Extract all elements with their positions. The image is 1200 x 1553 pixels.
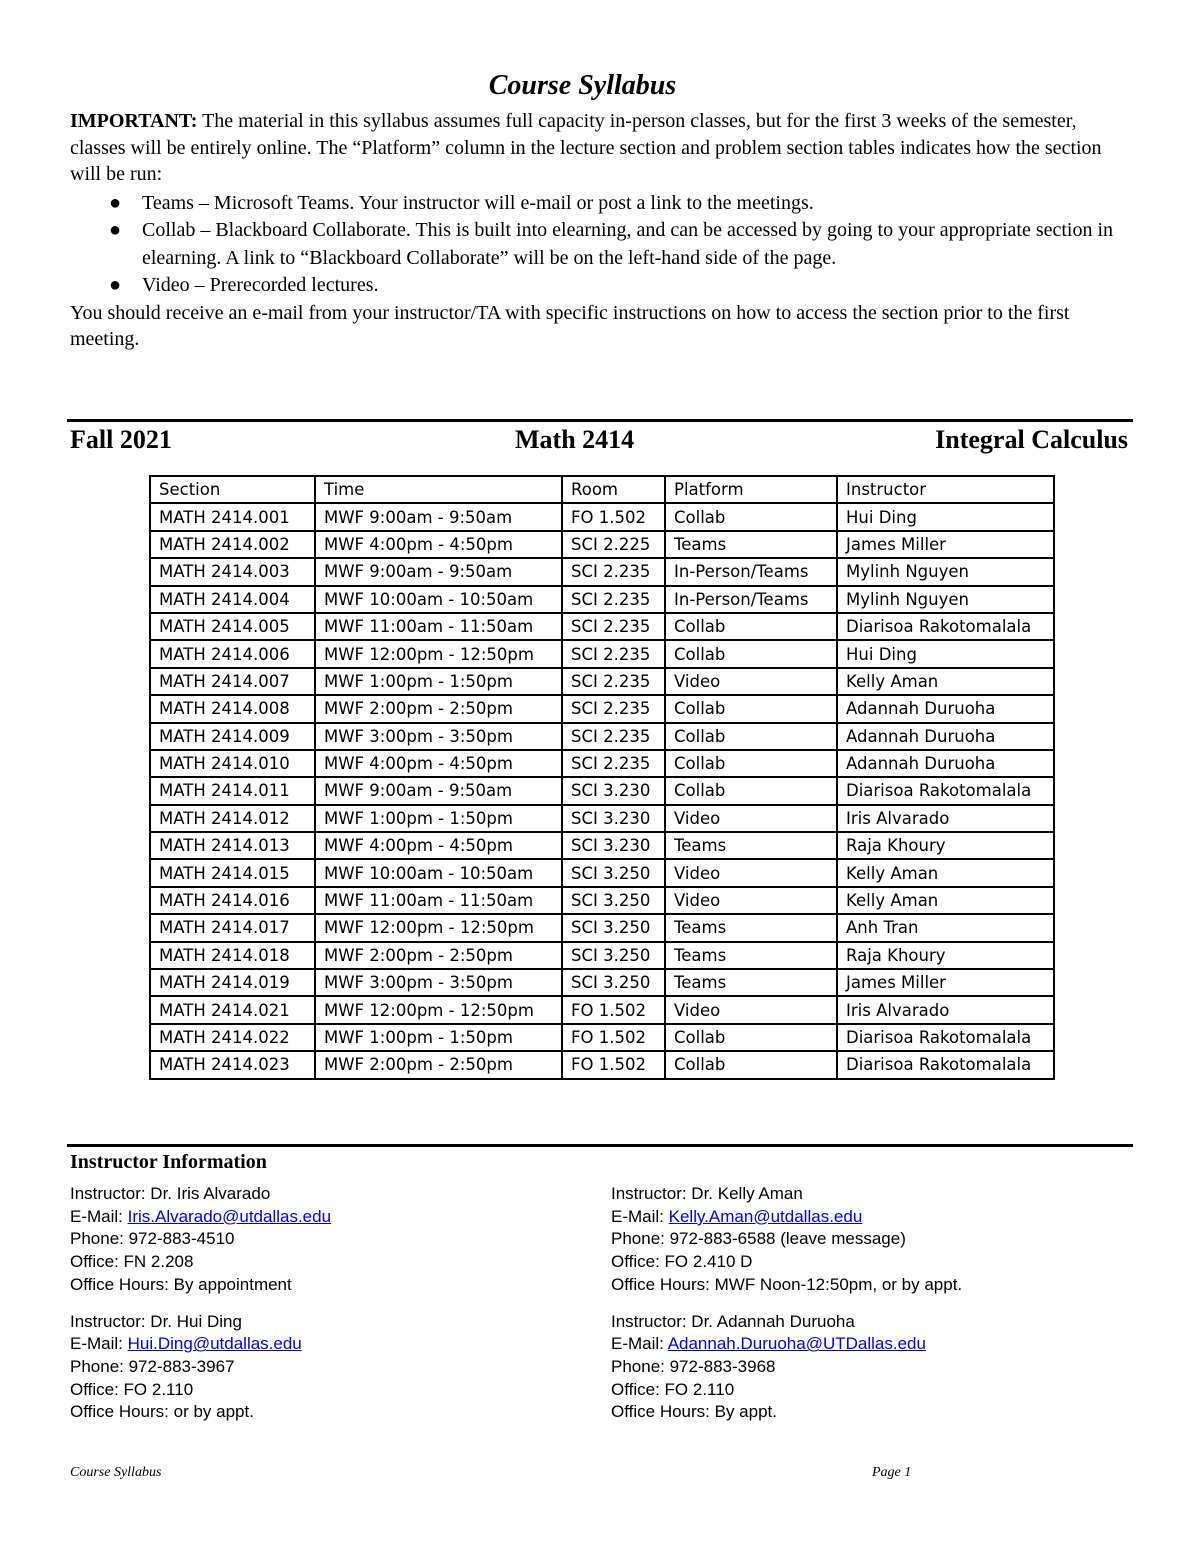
cell-room: SCI 2.235 bbox=[562, 668, 665, 695]
instructor-name: Instructor: Dr. Adannah Duruoha bbox=[611, 1311, 855, 1331]
important-text: The material in this syllabus assumes full capacity in-person classes, but for the first 3 weeks of the semester, classes will be entirely online. The “Platform” column in the lecture section and problem section tables indicates how the section will be run: bbox=[70, 110, 1102, 185]
instructor-info-heading: Instructor Information bbox=[70, 1151, 267, 1173]
cell-time: MWF 3:00pm - 3:50pm bbox=[315, 969, 562, 996]
page-title: Course Syllabus bbox=[488, 70, 677, 101]
cell-instructor: Hui Ding bbox=[837, 503, 1054, 530]
cell-instructor: Diarisoa Rakotomalala bbox=[837, 1024, 1054, 1051]
instructor-email: E-Mail: Kelly.Aman@utdallas.edu bbox=[611, 1206, 863, 1226]
instructor-name: Instructor: Dr. Kelly Aman bbox=[611, 1184, 803, 1203]
divider-top bbox=[67, 419, 1133, 422]
cell-room: SCI 3.250 bbox=[562, 942, 665, 969]
cell-time: MWF 4:00pm - 4:50pm bbox=[315, 750, 562, 777]
cell-room: SCI 3.230 bbox=[562, 777, 665, 804]
cell-platform: Collab bbox=[665, 640, 837, 667]
cell-room: SCI 3.250 bbox=[562, 914, 665, 941]
cell-time: MWF 2:00pm - 2:50pm bbox=[315, 1051, 562, 1078]
email-link[interactable]: Adannah.Duruoha@UTDallas.edu bbox=[667, 1334, 926, 1354]
cell-section: MATH 2414.022 bbox=[150, 1024, 315, 1051]
cell-section: MATH 2414.002 bbox=[150, 531, 315, 558]
cell-room: SCI 2.235 bbox=[562, 613, 665, 640]
cell-platform: Collab bbox=[665, 750, 837, 777]
table-row bbox=[150, 723, 1054, 750]
cell-time: MWF 9:00am - 9:50am bbox=[315, 558, 562, 585]
instructor-email: E-Mail: Iris.Alvarado@utdallas.edu bbox=[70, 1206, 332, 1226]
cell-instructor: Raja Khoury bbox=[837, 832, 1054, 859]
cell-time: MWF 3:00pm - 3:50pm bbox=[315, 723, 562, 750]
cell-room: SCI 3.250 bbox=[562, 859, 665, 886]
cell-platform: Collab bbox=[665, 503, 837, 530]
cell-time: MWF 1:00pm - 1:50pm bbox=[315, 805, 562, 832]
platform-item-collab: ● Collab – Blackboard Collaborate. This is built into elearning, and can be accessed by going to your appropriate section in elearning. A link to “Blackboard Collaborate” will be on the left-hand side of the page. bbox=[109, 219, 1114, 269]
instructor-card bbox=[611, 1183, 962, 1297]
table-row bbox=[150, 613, 1054, 640]
cell-section: MATH 2414.007 bbox=[150, 668, 315, 695]
cell-time: MWF 11:00am - 11:50am bbox=[315, 613, 562, 640]
cell-instructor: Kelly Aman bbox=[837, 668, 1054, 695]
cell-section: MATH 2414.001 bbox=[150, 503, 315, 530]
instructor-office: Office: FO 2.110 bbox=[70, 1379, 194, 1399]
cell-time: MWF 4:00pm - 4:50pm bbox=[315, 832, 562, 859]
sections-table-body bbox=[150, 503, 1054, 1078]
cell-instructor: Anh Tran bbox=[837, 914, 1054, 941]
instructor-column-right bbox=[611, 1183, 962, 1438]
cell-room: FO 1.502 bbox=[562, 1024, 665, 1051]
instructor-email: E-Mail: Adannah.Duruoha@UTDallas.edu bbox=[611, 1334, 926, 1354]
table-row bbox=[150, 558, 1054, 585]
header-platform: Platform bbox=[665, 476, 837, 503]
cell-room: SCI 3.230 bbox=[562, 805, 665, 832]
header-time: Time bbox=[315, 476, 562, 503]
cell-instructor: Mylinh Nguyen bbox=[837, 558, 1054, 585]
table-row bbox=[150, 887, 1054, 914]
cell-instructor: Diarisoa Rakotomalala bbox=[837, 1051, 1054, 1078]
instructor-card bbox=[70, 1311, 331, 1425]
cell-instructor: Mylinh Nguyen bbox=[837, 586, 1054, 613]
cell-time: MWF 1:00pm - 1:50pm bbox=[315, 1024, 562, 1051]
cell-section: MATH 2414.015 bbox=[150, 859, 315, 886]
cell-instructor: Adannah Duruoha bbox=[837, 723, 1054, 750]
cell-section: MATH 2414.006 bbox=[150, 640, 315, 667]
cell-instructor: Hui Ding bbox=[837, 640, 1054, 667]
cell-instructor: James Miller bbox=[837, 531, 1054, 558]
intro-notice bbox=[70, 108, 1130, 353]
cell-time: MWF 9:00am - 9:50am bbox=[315, 503, 562, 530]
cell-platform: Teams bbox=[665, 914, 837, 941]
cell-platform: Collab bbox=[665, 613, 837, 640]
cell-section: MATH 2414.016 bbox=[150, 887, 315, 914]
cell-instructor: James Miller bbox=[837, 969, 1054, 996]
table-row bbox=[150, 1024, 1054, 1051]
course-term: Fall 2021 bbox=[70, 425, 172, 454]
cell-instructor: Kelly Aman bbox=[837, 859, 1054, 886]
cell-platform: Video bbox=[665, 668, 837, 695]
cell-time: MWF 2:00pm - 2:50pm bbox=[315, 942, 562, 969]
header-instructor: Instructor bbox=[837, 476, 1054, 503]
cell-time: MWF 1:00pm - 1:50pm bbox=[315, 668, 562, 695]
cell-section: MATH 2414.019 bbox=[150, 969, 315, 996]
cell-platform: In-Person/Teams bbox=[665, 586, 837, 613]
instructor-phone: Phone: 972-883-3967 bbox=[70, 1356, 235, 1376]
cell-section: MATH 2414.012 bbox=[150, 805, 315, 832]
table-row bbox=[150, 832, 1054, 859]
cell-platform: Teams bbox=[665, 531, 837, 558]
important-label: IMPORTANT: bbox=[70, 110, 198, 132]
instructor-card bbox=[611, 1311, 962, 1425]
table-row bbox=[150, 996, 1054, 1023]
cell-room: SCI 2.235 bbox=[562, 695, 665, 722]
cell-platform: Teams bbox=[665, 832, 837, 859]
cell-section: MATH 2414.010 bbox=[150, 750, 315, 777]
table-row bbox=[150, 914, 1054, 941]
cell-section: MATH 2414.008 bbox=[150, 695, 315, 722]
footer-page-number: Page 1 bbox=[872, 1465, 912, 1480]
instructor-column-left bbox=[70, 1183, 331, 1438]
course-header bbox=[70, 425, 1128, 459]
cell-instructor: Iris Alvarado bbox=[837, 805, 1054, 832]
cell-room: SCI 2.235 bbox=[562, 586, 665, 613]
cell-instructor: Kelly Aman bbox=[837, 887, 1054, 914]
cell-platform: Teams bbox=[665, 969, 837, 996]
cell-section: MATH 2414.004 bbox=[150, 586, 315, 613]
cell-room: SCI 2.225 bbox=[562, 531, 665, 558]
cell-time: MWF 4:00pm - 4:50pm bbox=[315, 531, 562, 558]
cell-room: FO 1.502 bbox=[562, 1051, 665, 1078]
instructor-office-hours: Office Hours: By appointment bbox=[70, 1274, 292, 1294]
cell-instructor: Diarisoa Rakotomalala bbox=[837, 613, 1054, 640]
instructor-office-hours: Office Hours: or by appt. bbox=[70, 1402, 254, 1422]
cell-time: MWF 10:00am - 10:50am bbox=[315, 859, 562, 886]
cell-time: MWF 12:00pm - 12:50pm bbox=[315, 914, 562, 941]
cell-time: MWF 10:00am - 10:50am bbox=[315, 586, 562, 613]
cell-time: MWF 9:00am - 9:50am bbox=[315, 777, 562, 804]
cell-instructor: Adannah Duruoha bbox=[837, 695, 1054, 722]
footer-doc-title: Course Syllabus bbox=[70, 1465, 162, 1480]
cell-time: MWF 12:00pm - 12:50pm bbox=[315, 996, 562, 1023]
cell-time: MWF 12:00pm - 12:50pm bbox=[315, 640, 562, 667]
table-row bbox=[150, 750, 1054, 777]
cell-section: MATH 2414.018 bbox=[150, 942, 315, 969]
table-row bbox=[150, 777, 1054, 804]
cell-instructor: Diarisoa Rakotomalala bbox=[837, 777, 1054, 804]
cell-room: SCI 2.235 bbox=[562, 750, 665, 777]
cell-room: SCI 3.230 bbox=[562, 832, 665, 859]
cell-section: MATH 2414.021 bbox=[150, 996, 315, 1023]
email-link[interactable]: Kelly.Aman@utdallas.edu bbox=[668, 1206, 863, 1226]
cell-platform: Collab bbox=[665, 695, 837, 722]
cell-room: SCI 2.235 bbox=[562, 558, 665, 585]
instructor-email: E-Mail: Hui.Ding@utdallas.edu bbox=[70, 1334, 302, 1354]
cell-section: MATH 2414.011 bbox=[150, 777, 315, 804]
table-row bbox=[150, 640, 1054, 667]
table-row bbox=[150, 805, 1054, 832]
cell-room: FO 1.502 bbox=[562, 996, 665, 1023]
cell-time: MWF 2:00pm - 2:50pm bbox=[315, 695, 562, 722]
instructor-card bbox=[70, 1183, 331, 1297]
bullet-icon: ● bbox=[109, 219, 122, 241]
instructor-name: Instructor: Dr. Hui Ding bbox=[70, 1311, 242, 1331]
table-row bbox=[150, 969, 1054, 996]
table-row bbox=[150, 859, 1054, 886]
cell-room: SCI 3.250 bbox=[562, 887, 665, 914]
cell-room: SCI 2.235 bbox=[562, 640, 665, 667]
cell-instructor: Raja Khoury bbox=[837, 942, 1054, 969]
course-number: Math 2414 bbox=[515, 425, 635, 454]
table-row bbox=[150, 531, 1054, 558]
cell-room: SCI 2.235 bbox=[562, 723, 665, 750]
cell-section: MATH 2414.009 bbox=[150, 723, 315, 750]
sections-table bbox=[149, 475, 1055, 1080]
cell-platform: Collab bbox=[665, 777, 837, 804]
cell-instructor: Iris Alvarado bbox=[837, 996, 1054, 1023]
closing-paragraph: You should receive an e-mail from your instructor/TA with specific instructions on how to access the section prior to the first meeting. bbox=[70, 301, 1070, 350]
instructor-phone: Phone: 972-883-6588 (leave message) bbox=[611, 1229, 906, 1249]
bullet-icon: ● bbox=[109, 191, 122, 214]
important-paragraph bbox=[70, 108, 1130, 188]
cell-platform: Teams bbox=[665, 942, 837, 969]
instructor-phone: Phone: 972-883-3968 bbox=[611, 1356, 776, 1376]
header-room: Room bbox=[562, 476, 665, 503]
header-section: Section bbox=[150, 476, 315, 503]
table-row bbox=[150, 1051, 1054, 1078]
instructor-office-hours: Office Hours: By appt. bbox=[611, 1402, 777, 1422]
cell-platform: Video bbox=[665, 859, 837, 886]
email-link[interactable]: Iris.Alvarado@utdallas.edu bbox=[127, 1206, 332, 1226]
platform-item-teams: ● Teams – Microsoft Teams. Your instructor will e-mail or post a link to the meetings. bbox=[142, 190, 1130, 218]
instructor-office: Office: FN 2.208 bbox=[70, 1252, 194, 1272]
cell-platform: Collab bbox=[665, 1051, 837, 1078]
cell-instructor: Adannah Duruoha bbox=[837, 750, 1054, 777]
divider-bottom bbox=[67, 1144, 1133, 1147]
instructor-office: Office: FO 2.410 D bbox=[611, 1252, 753, 1272]
cell-platform: Video bbox=[665, 805, 837, 832]
instructor-phone: Phone: 972-883-4510 bbox=[70, 1229, 235, 1249]
cell-section: MATH 2414.005 bbox=[150, 613, 315, 640]
cell-room: SCI 3.250 bbox=[562, 969, 665, 996]
cell-platform: Video bbox=[665, 887, 837, 914]
cell-platform: In-Person/Teams bbox=[665, 558, 837, 585]
cell-section: MATH 2414.003 bbox=[150, 558, 315, 585]
cell-platform: Video bbox=[665, 996, 837, 1023]
table-row bbox=[150, 586, 1054, 613]
cell-platform: Collab bbox=[665, 723, 837, 750]
table-row bbox=[150, 503, 1054, 530]
bullet-icon: ● bbox=[109, 274, 122, 296]
email-link[interactable]: Hui.Ding@utdallas.edu bbox=[127, 1334, 302, 1354]
course-name: Integral Calculus bbox=[935, 425, 1128, 454]
table-row bbox=[150, 695, 1054, 722]
platform-list bbox=[70, 190, 1130, 300]
instructor-office: Office: FO 2.110 bbox=[611, 1379, 735, 1399]
table-row bbox=[150, 668, 1054, 695]
table-header-row bbox=[150, 476, 1054, 503]
instructor-name: Instructor: Dr. Iris Alvarado bbox=[70, 1184, 271, 1203]
instructor-office-hours: Office Hours: MWF Noon-12:50pm, or by appt. bbox=[611, 1274, 963, 1294]
cell-time: MWF 11:00am - 11:50am bbox=[315, 887, 562, 914]
platform-item-video: ● Video – Prerecorded lectures. bbox=[142, 272, 1130, 300]
cell-platform: Collab bbox=[665, 1024, 837, 1051]
cell-section: MATH 2414.013 bbox=[150, 832, 315, 859]
cell-section: MATH 2414.017 bbox=[150, 914, 315, 941]
table-row bbox=[150, 942, 1054, 969]
cell-room: FO 1.502 bbox=[562, 503, 665, 530]
cell-section: MATH 2414.023 bbox=[150, 1051, 315, 1078]
